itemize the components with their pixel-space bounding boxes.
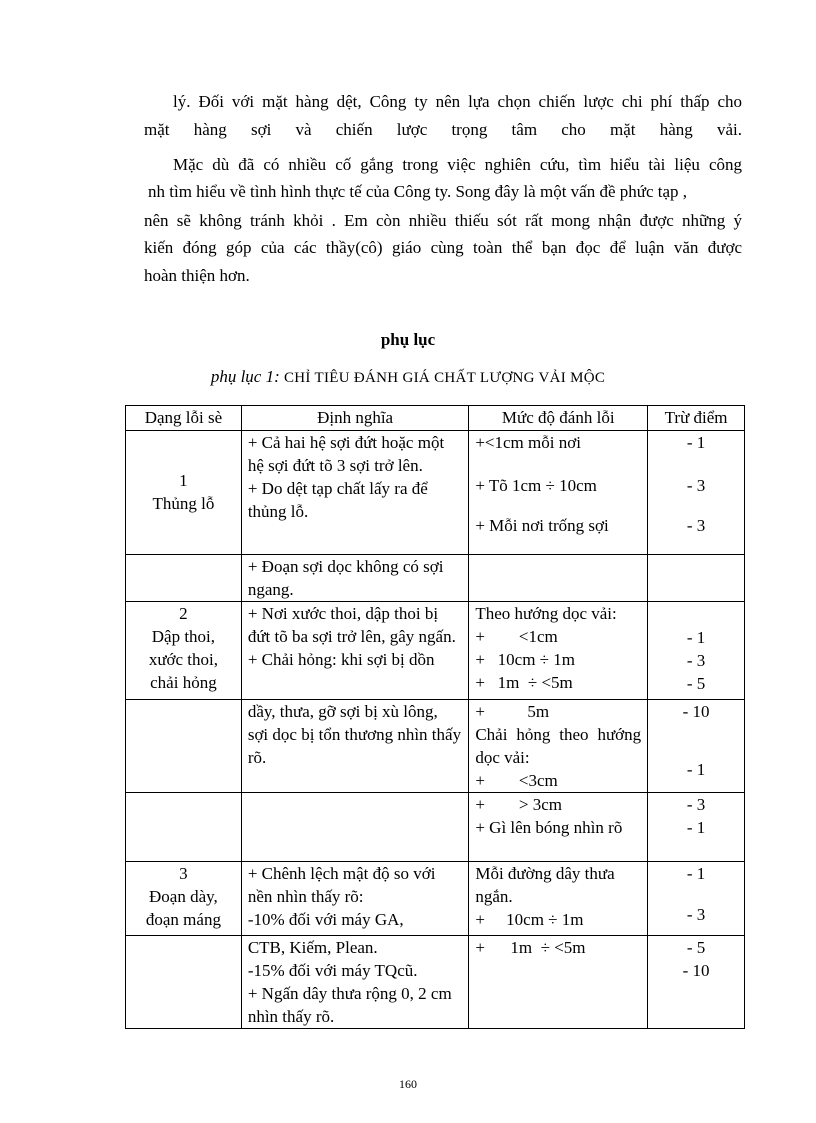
defect-name: đoạn máng (145, 910, 221, 929)
definition-line: CTB, Kiếm, Plean. (247, 938, 378, 957)
definition-line: + Cả hai hệ sợi đứt hoặc một hệ sợi đứt tõ 3 sợi trở lên. (247, 433, 445, 475)
deduction-value: - 3 (686, 795, 706, 814)
definition-line: + Nơi xước thoi, dập thoi bị đứt tõ ba sợi trở lên, gây ngấn. (247, 604, 456, 646)
table-row (126, 793, 745, 862)
defect-name: chải hỏng (150, 673, 217, 692)
definition-line: + Đoạn sợi dọc không có sợi ngang. (247, 557, 444, 599)
appendix-subtitle-text: CHỈ TIÊU ĐÁNH GIÁ CHẤT LƯỢNG VẢI MỘC (284, 370, 606, 386)
definition-cell (241, 602, 469, 700)
empty-cell (648, 555, 745, 602)
empty-cell (126, 555, 242, 602)
table-row (126, 936, 745, 1029)
table-row (126, 431, 745, 555)
level-cell (469, 431, 648, 555)
defect-number: 3 (179, 864, 188, 883)
empty-cell (126, 936, 242, 1029)
defect-name: Dập thoi, (151, 627, 216, 646)
paragraph-2-line-4: kiến đóng góp của các thầy(cô) giáo cùng toàn thể bạn đọc để luận văn được (144, 238, 742, 257)
deduction-value: - 1 (686, 433, 706, 452)
defect-name: xước thoi, (148, 650, 219, 669)
deduction-value: - 1 (686, 628, 706, 647)
definition-line: -15% đối với máy TQcũ. (247, 961, 418, 980)
table-row (126, 700, 745, 793)
empty-cell (469, 555, 648, 602)
deduction-cell (648, 700, 745, 793)
table-row (126, 555, 745, 602)
paragraph-1-line-1: lý. Đối với mặt hàng dệt, Công ty nên lựa chọn chiến lược chi phí thấp cho (173, 92, 742, 111)
deduction-value: - 1 (686, 818, 706, 837)
deduction-value: - 10 (682, 702, 710, 721)
deduction-value: - 1 (686, 864, 706, 883)
definition-line: + Ngấn dây thưa rộng 0, 2 cm nhìn thấy rõ. (247, 984, 452, 1026)
table-row (126, 862, 745, 936)
paragraph-2-line-1: Mặc dù đã có nhiều cố gắng trong việc nghiên cứu, tìm hiểu tài liệu công (173, 155, 742, 174)
definition-line: dầy, thưa, gỡ sợi bị xù lông, sợi dọc bị tổn thương nhìn thấy rõ. (247, 702, 462, 767)
defect-name: Đoạn dày, (149, 887, 218, 906)
defect-cell (126, 862, 242, 936)
level-line: + 10cm ÷ 1m (475, 650, 575, 669)
level-line: + Tõ 1cm ÷ 10cm (475, 476, 597, 495)
deduction-cell (648, 793, 745, 862)
defect-number: 2 (179, 604, 188, 623)
empty-cell (241, 793, 469, 862)
level-cell (469, 862, 648, 936)
definition-cell (241, 555, 469, 602)
appendix-subtitle-prefix: phụ lục 1: (210, 367, 280, 386)
definition-cell (241, 431, 469, 555)
definition-line: + Chênh lệch mật độ so với nền nhìn thấy rõ: (247, 864, 436, 906)
level-line: Chải hỏng theo hướng dọc vải: (475, 725, 642, 767)
level-cell (469, 602, 648, 700)
level-cell (469, 700, 648, 793)
paragraph-2-line-3: nên sẽ không tránh khỏi . Em còn nhiều thiếu sót rất mong nhận được những ý (144, 211, 742, 230)
level-line: +<1cm mỗi nơi (475, 433, 581, 452)
level-line: + Mỗi nơi trống sợi (475, 516, 609, 535)
level-line: Mỗi đường dây thưa ngắn. (475, 864, 615, 906)
empty-cell (126, 793, 242, 862)
deduction-value: - 10 (682, 961, 710, 980)
deduction-value: - 1 (686, 760, 706, 779)
deduction-value: - 3 (686, 905, 706, 924)
appendix-subtitle (0, 367, 816, 387)
header-definition: Định nghĩa (241, 406, 469, 431)
level-line: + 10cm ÷ 1m (475, 910, 584, 929)
level-line: + <3cm (475, 771, 558, 790)
level-cell (469, 793, 648, 862)
deduction-value: - 5 (686, 938, 706, 957)
definition-line: + Do dệt tạp chất lấy ra để thủng lỗ. (247, 479, 428, 521)
page-number: 160 (399, 1077, 417, 1091)
deduction-value: - 3 (686, 476, 706, 495)
paragraph-1-line-2: mặt hàng sợi và chiến lược trọng tâm cho mặt hàng vải. (144, 120, 742, 139)
level-line: + Gì lên bóng nhìn rõ (475, 818, 623, 837)
deduction-value: - 3 (686, 651, 706, 670)
empty-cell (126, 700, 242, 793)
header-deduction: Trừ điểm (648, 406, 745, 431)
header-defect-type: Dạng lỗi sè (126, 406, 242, 431)
definition-cell (241, 700, 469, 793)
deduction-cell (648, 431, 745, 555)
defect-cell (126, 602, 242, 700)
header-error-level: Mức độ đánh lỗi (469, 406, 648, 431)
table-row (126, 602, 745, 700)
defect-number: 1 (179, 471, 188, 490)
level-line: + <1cm (475, 627, 558, 646)
table-header-row (126, 406, 745, 431)
definition-cell (241, 862, 469, 936)
deduction-cell (648, 602, 745, 700)
level-line: Theo hướng dọc vải: (475, 604, 617, 623)
defect-name: Thủng lỗ (152, 494, 215, 513)
level-cell (469, 936, 648, 1029)
level-line: + 1m ÷ <5m (475, 673, 573, 692)
deduction-value: - 3 (686, 516, 706, 535)
deduction-cell (648, 936, 745, 1029)
level-line: + 1m ÷ <5m (475, 938, 586, 957)
paragraph-2-line-2: nh tìm hiểu về tình hình thực tế của Công ty. Song đây là một vấn đề phức tạp , (148, 182, 688, 201)
definition-line: -10% đối với máy GA, (247, 910, 404, 929)
deduction-value: - 5 (686, 674, 706, 693)
appendix-title: phụ lục (380, 330, 436, 349)
defect-cell (126, 431, 242, 555)
definition-line: + Chải hỏng: khi sợi bị dồn (247, 650, 435, 669)
quality-criteria-table (125, 405, 745, 1029)
deduction-cell (648, 862, 745, 936)
definition-cell (241, 936, 469, 1029)
level-line: + 5m (475, 702, 550, 721)
paragraph-2-line-5: hoàn thiện hơn. (144, 266, 250, 285)
level-line: + > 3cm (475, 795, 563, 814)
